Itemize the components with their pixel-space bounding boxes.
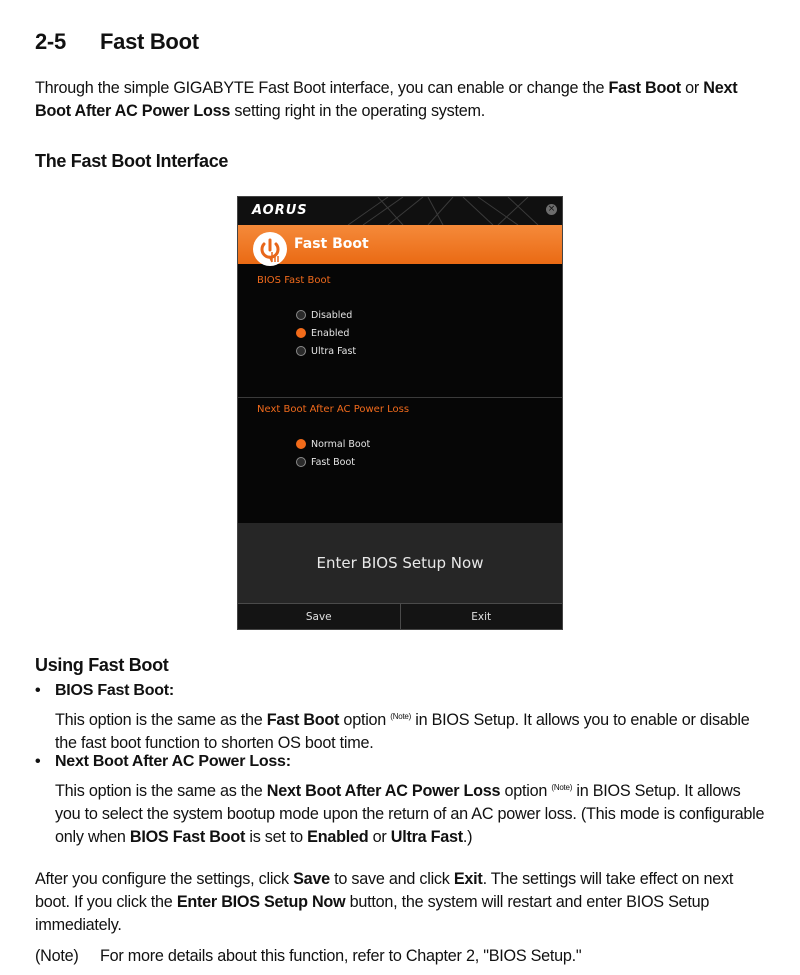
radio-label: Ultra Fast bbox=[311, 345, 357, 357]
intro-text: Through the simple GIGABYTE Fast Boot interface, you can enable or change the bbox=[35, 79, 609, 97]
intro-bold-fast-boot: Fast Boot bbox=[608, 79, 681, 97]
bold-text: Exit bbox=[453, 870, 483, 888]
bullet-icon: • bbox=[35, 682, 41, 699]
aorus-logo: AORUS bbox=[252, 203, 308, 218]
section-title: Fast Boot bbox=[100, 29, 199, 54]
radio-label: Fast Boot bbox=[311, 456, 355, 468]
section-heading bbox=[35, 29, 199, 55]
radio-enabled[interactable] bbox=[296, 326, 349, 340]
bold-text: Ultra Fast bbox=[390, 828, 463, 846]
radio-label: Disabled bbox=[311, 309, 353, 321]
bullet-next-boot bbox=[35, 753, 291, 771]
app-title: Fast Boot bbox=[294, 236, 369, 252]
bullet-bios-fast-boot bbox=[35, 682, 174, 700]
bold-text: Next Boot After AC Power Loss bbox=[266, 782, 501, 800]
app-header bbox=[238, 225, 562, 264]
bold-text: BIOS Fast Boot bbox=[129, 828, 246, 846]
radio-label: Enabled bbox=[311, 327, 350, 339]
note-marker: (Note) bbox=[390, 712, 412, 721]
using-heading: Using Fast Boot bbox=[35, 655, 169, 675]
radio-dot bbox=[296, 310, 306, 320]
intro-text: setting right in the operating system. bbox=[230, 102, 485, 120]
text: or bbox=[368, 828, 391, 846]
after-paragraph bbox=[35, 868, 770, 937]
radio-dot bbox=[296, 346, 306, 356]
text: in BIOS Setup. It allows you to enable or disable the fast boot function to shorten OS boot time. bbox=[55, 711, 750, 752]
bullet-title: BIOS Fast Boot: bbox=[55, 682, 174, 699]
radio-ultra-fast[interactable] bbox=[296, 344, 356, 358]
text: is set to bbox=[245, 828, 308, 846]
text: This option is the same as the bbox=[55, 711, 267, 729]
text: This option is the same as the bbox=[55, 782, 267, 800]
next-boot-label: Next Boot After AC Power Loss bbox=[257, 404, 410, 415]
radio-normal-boot[interactable] bbox=[296, 437, 370, 451]
text: . The settings will take effect on next boot. If you click the bbox=[35, 870, 734, 911]
text: button, the system will restart and enter BIOS Setup immediately. bbox=[35, 893, 710, 934]
bullet1-paragraph bbox=[55, 705, 767, 755]
title-bar bbox=[238, 197, 562, 225]
power-hand-icon bbox=[253, 232, 287, 266]
radio-disabled[interactable] bbox=[296, 308, 352, 322]
text: After you configure the settings, click bbox=[35, 870, 294, 888]
radio-dot bbox=[296, 457, 306, 467]
footer-bar bbox=[238, 603, 562, 630]
radio-label: Normal Boot bbox=[311, 438, 371, 450]
bold-text: Save bbox=[293, 870, 330, 888]
intro-text: or bbox=[680, 79, 704, 97]
text: option bbox=[339, 711, 391, 729]
radio-fast-boot[interactable] bbox=[296, 455, 355, 469]
interface-heading: The Fast Boot Interface bbox=[35, 151, 229, 171]
bold-text: Enabled bbox=[307, 828, 369, 846]
bold-text: Enter BIOS Setup Now bbox=[176, 893, 346, 911]
footnote bbox=[35, 947, 581, 966]
note-marker: (Note) bbox=[551, 783, 573, 792]
text: in BIOS Setup. It allows you to select the system bootup mode upon the return of an AC power loss. (This mode is configurable only when bbox=[55, 782, 765, 846]
radio-dot-selected bbox=[296, 439, 306, 449]
exit-button[interactable]: Exit bbox=[471, 611, 492, 623]
bullet2-paragraph bbox=[55, 776, 767, 849]
intro-paragraph bbox=[35, 77, 770, 123]
enter-bios-button[interactable]: Enter BIOS Setup Now bbox=[238, 523, 562, 603]
fast-boot-window bbox=[237, 196, 563, 630]
footnote-tag: (Note) bbox=[35, 947, 79, 965]
text: .) bbox=[462, 828, 473, 846]
save-button[interactable]: Save bbox=[238, 604, 401, 630]
section-number: 2-5 bbox=[35, 29, 66, 54]
radio-dot-selected bbox=[296, 328, 306, 338]
bold-text: Fast Boot bbox=[266, 711, 340, 729]
bullet-icon: • bbox=[35, 753, 41, 770]
footnote-text: For more details about this function, refer to Chapter 2, "BIOS Setup." bbox=[100, 947, 582, 965]
close-button[interactable]: × bbox=[547, 204, 556, 214]
intro-bold-next-boot: Next Boot After AC Power Loss bbox=[35, 79, 738, 120]
text: to save and click bbox=[329, 870, 454, 888]
bullet-title: Next Boot After AC Power Loss: bbox=[55, 753, 291, 770]
bios-fast-boot-label: BIOS Fast Boot bbox=[257, 275, 331, 286]
text: option bbox=[500, 782, 552, 800]
section-divider bbox=[238, 397, 562, 398]
